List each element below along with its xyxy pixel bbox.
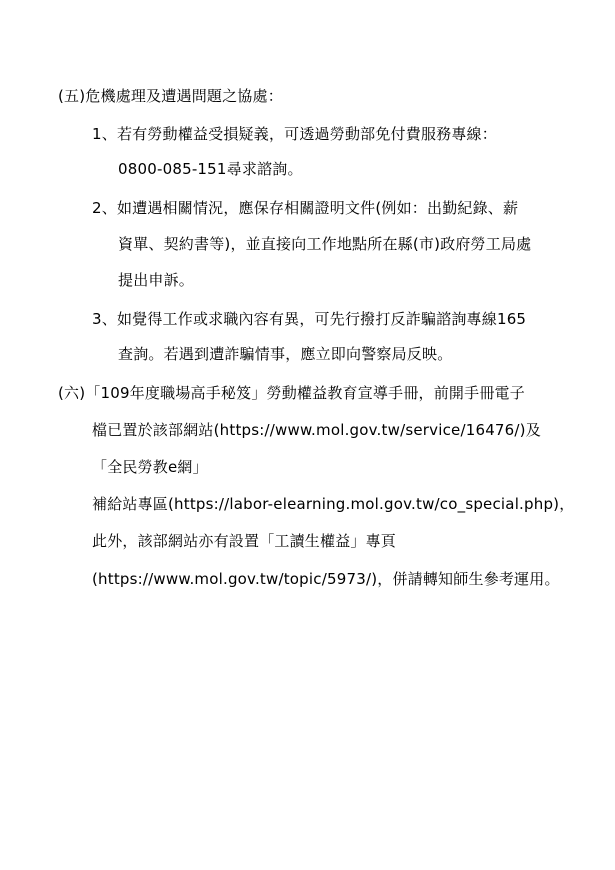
section-6-line-5: 此外，該部網站亦有設置「工讀生權益」專頁 xyxy=(92,532,397,550)
section-5-item-3-line-2: 查詢。若遇到遭詐騙情事，應立即向警察局反映。 xyxy=(118,345,453,363)
section-6-line-2: 檔已置於該部網站(https://www.mol.gov.tw/service/16476/)及 xyxy=(92,421,541,439)
section-5-item-2-line-1: 2、如遭遇相關情況，應保存相關證明文件(例如：出勤紀錄、薪 xyxy=(92,199,519,217)
section-5-item-1-line-2: 0800-085-151尋求諮詢。 xyxy=(118,160,303,178)
section-5-heading: (五)危機處理及遭遇問題之協處： xyxy=(58,87,283,105)
section-5-item-2-line-3: 提出申訴。 xyxy=(118,271,195,289)
section-6-line-3: 「全民勞教e網」 xyxy=(92,458,208,476)
section-5-item-1-line-1: 1、若有勞動權益受損疑義，可透過勞動部免付費服務專線： xyxy=(92,125,497,143)
section-6-line-6: (https://www.mol.gov.tw/topic/5973/)，併請轉知師生參考運用。 xyxy=(92,570,560,588)
section-5-item-2-line-2: 資單、契約書等)，並直接向工作地點所在縣(市)政府勞工局處 xyxy=(118,235,532,253)
section-6-line-4: 補給站專區(https://labor-elearning.mol.gov.tw/co_special.php)， xyxy=(92,495,575,513)
section-6-line-1: (六)「109年度職場高手秘笈」勞動權益教育宣導手冊，前開手冊電子 xyxy=(58,384,525,402)
section-5-item-3-line-1: 3、如覺得工作或求職內容有異，可先行撥打反詐騙諮詢專線165 xyxy=(92,310,527,328)
